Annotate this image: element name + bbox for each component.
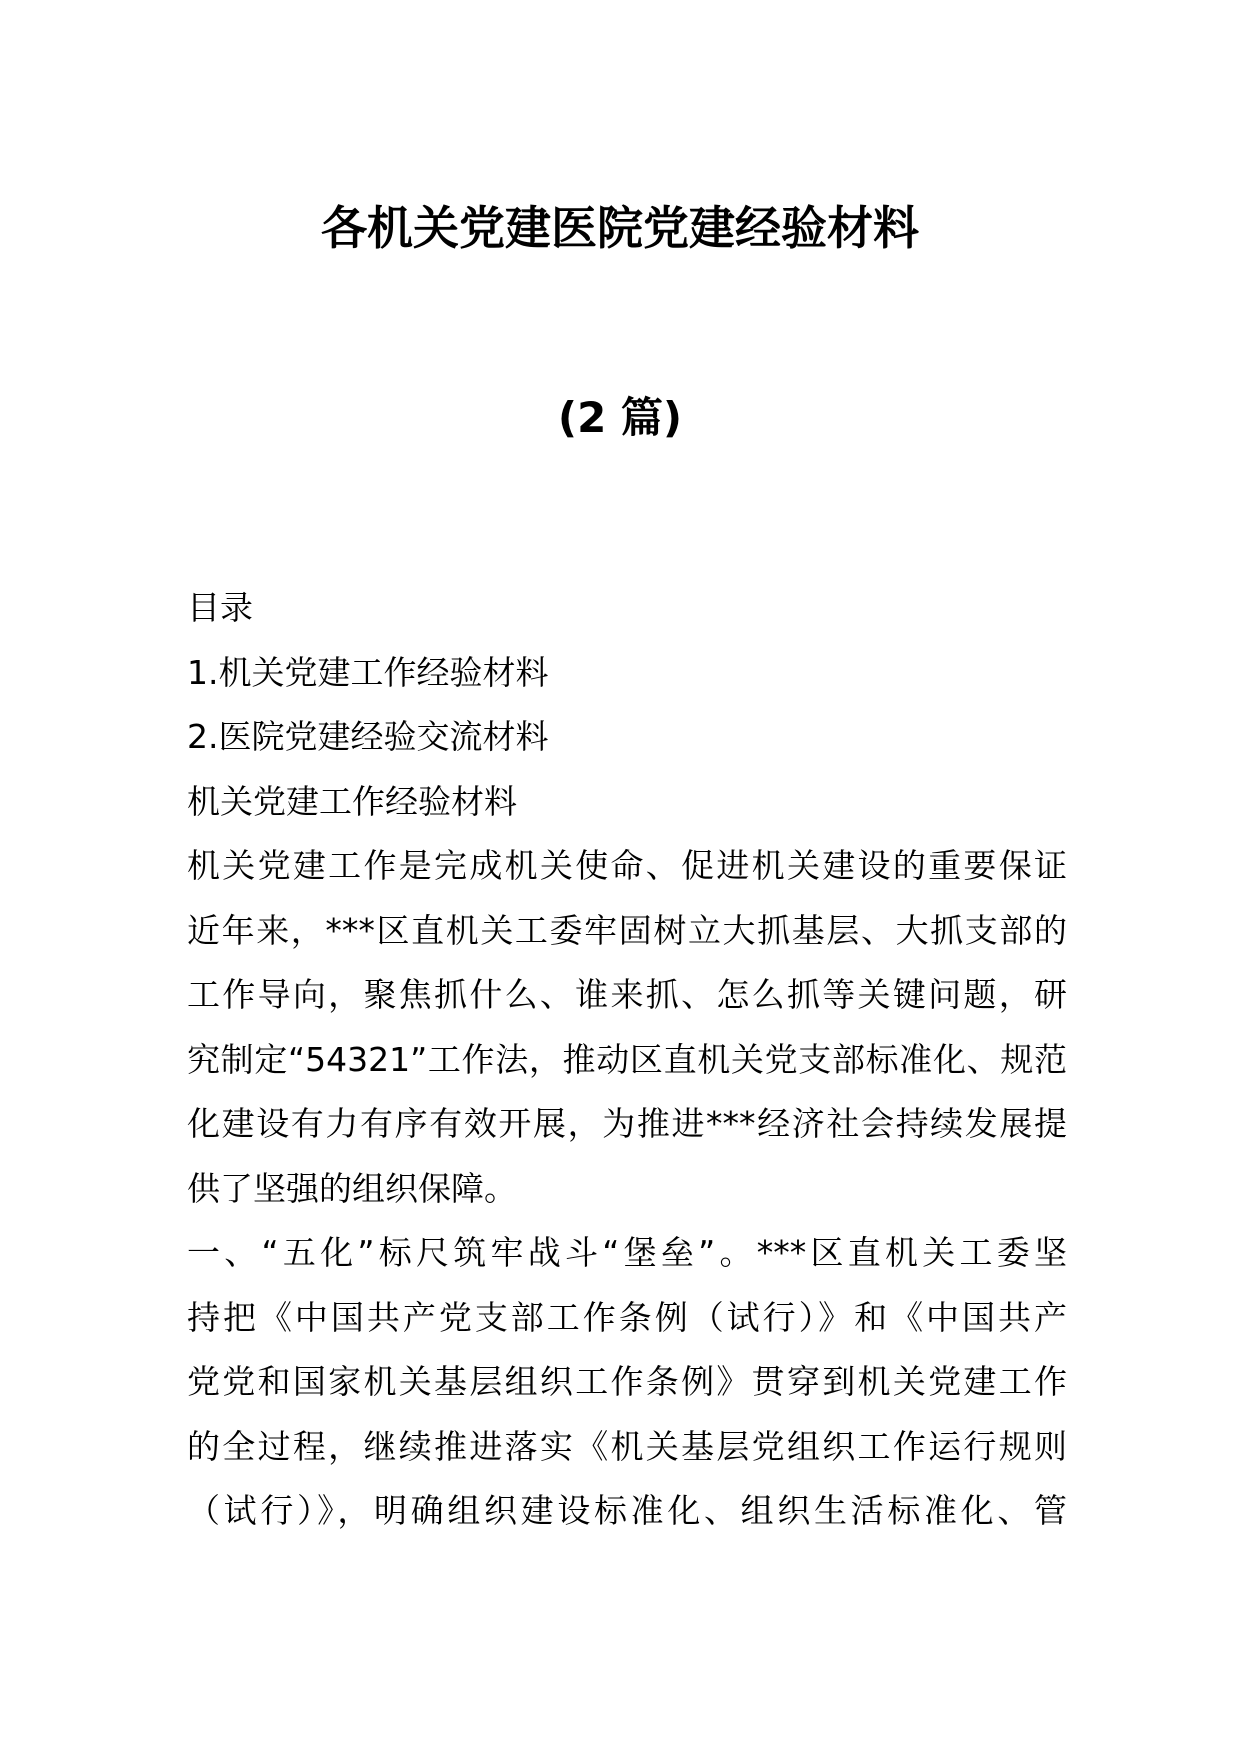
paragraph-line: 究制定“54321”工作法，推动区直机关党支部标准化、规范 <box>187 1039 1067 1079</box>
paragraph-line: 机关党建工作是完成机关使命、促进机关建设的重要保证 <box>187 846 1067 885</box>
paragraph-line: 近年来，***区直机关工委牢固树立大抓基层、大抓支部的 <box>187 910 1067 950</box>
toc-item: 2.医院党建经验交流材料 <box>187 717 549 756</box>
paragraph-line: 的全过程，继续推进落实《机关基层党组织工作运行规则 <box>187 1426 1067 1466</box>
paragraph-line: 化建设有力有序有效开展，为推进***经济社会持续发展提 <box>187 1104 1067 1143</box>
document-title: 各机关党建医院党建经验材料 <box>321 201 919 255</box>
paragraph-line: （试行）》，明确组织建设标准化、组织生活标准化、管 <box>187 1491 1067 1530</box>
section-title: 机关党建工作经验材料 <box>187 781 517 821</box>
paragraph-line: 持把《中国共产党支部工作条例（试行）》和《中国共产 <box>187 1297 1067 1337</box>
document-subtitle: (2 篇) <box>557 393 683 442</box>
toc-heading: 目录 <box>187 588 253 627</box>
paragraph-line: 工作导向，聚焦抓什么、谁来抓、怎么抓等关键问题，研 <box>187 975 1067 1014</box>
paragraph-line: 一、“五化”标尺筑牢战斗“堡垒”。***区直机关工委坚 <box>187 1233 1067 1272</box>
paragraph-line: 党党和国家机关基层组织工作条例》贯穿到机关党建工作 <box>187 1362 1067 1401</box>
toc-item: 1.机关党建工作经验材料 <box>187 652 549 692</box>
paragraph-line: 供了坚强的组织保障。 <box>187 1168 517 1208</box>
document-body <box>187 576 1067 1544</box>
